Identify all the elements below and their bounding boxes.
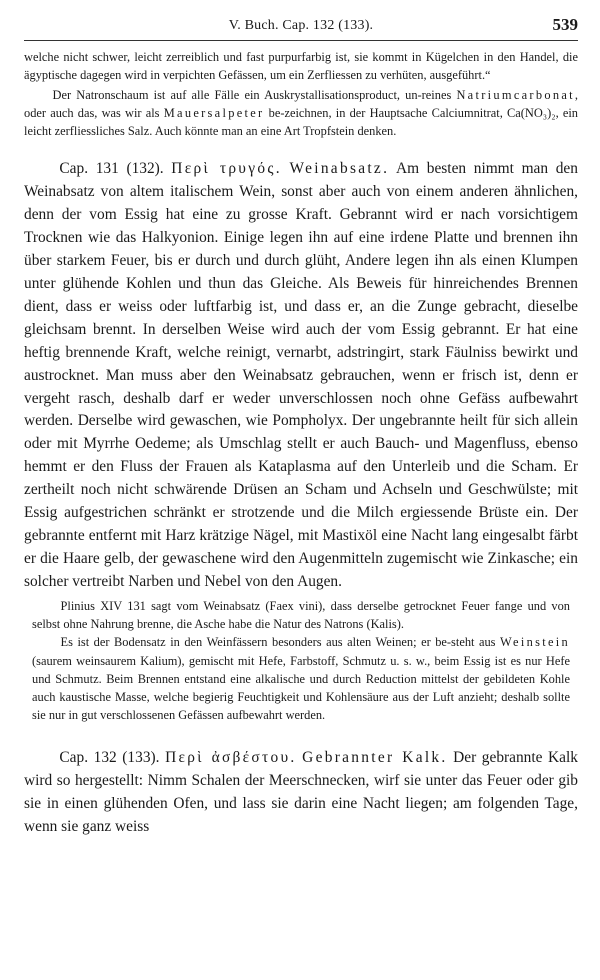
note-text: , oder auch das, was wir als xyxy=(24,87,578,120)
term-natriumcarbonat: Natriumcarbonat xyxy=(456,87,575,102)
greek-title: Περὶ τρυγός. xyxy=(171,160,282,178)
top-notes xyxy=(24,48,578,140)
term-mauersalpeter: Mauersalpeter xyxy=(163,105,265,120)
note-text: be-zeichnen, in der Hauptsache Calciumnitrat, Ca(NO₃)₂, ein leicht zerfliessliches Salz. Auch könnte man an eine Art Tropfstein denken. xyxy=(24,105,578,139)
running-header xyxy=(24,0,578,41)
section-cap-131 xyxy=(24,158,578,724)
note-text: Der Natronschaum ist auf alle Fälle ein Auskrystallisationsproduct, un-reines xyxy=(52,87,457,102)
body-text: Der gebrannte Kalk wird so hergestellt: Nimm Schalen der Meerschnecken, wirf sie unter das Feuer oder gib sie in einen glühenden Ofen, und lass sie darin eine Nacht liegen; am folgenden Tage, wenn sie ganz weiss xyxy=(24,748,578,835)
cap-label: Cap. 132 (133). xyxy=(59,748,160,766)
note-plinius: Plinius XIV 131 sagt vom Weinabsatz (Faex vini), dass derselbe getrocknet Feuer fange und von selbst ohne Nahrung brenne, die Asche habe die Natur des Natrons (Kalis). xyxy=(32,598,570,631)
page-number: 539 xyxy=(552,15,578,34)
german-title: Gebrannter Kalk. xyxy=(302,748,448,766)
german-title: Weinabsatz. xyxy=(289,160,390,178)
commentary-notes xyxy=(24,597,578,725)
section-paragraph xyxy=(24,747,578,839)
section-paragraph xyxy=(24,158,578,593)
note-bodensatz xyxy=(32,633,570,724)
body-text: Am besten nimmt man den Weinabsatz von altem italischem Wein, sonst aber auch von einem anderen ähnlichen, denn der vom Essig hat eine zu grosse Kraft. Gebrannt wird er nach vorsichtigem Trocknen wie das Halkyonion. Einige legen ihn auf eine irdene Platte und brennen ihn über starkem Feuer, bis er durch und durch glüht, Andere legen ihn als einen Klumpen unter glühende Kohlen und thun das Gleiche. Als Beweis für hinreichendes Brennen dient, dass er weiss oder luftfarbig ist, und dass er, an die Zunge gebracht, dieselbe gleichsam brennt. In derselben Weise wird auch der vom Essig gebrannt. Er hat eine heftig brennende Kraft, welche reinigt, vernarbt, adstringirt, stark Fäulniss bewirkt und austrocknet. Man muss aber den Weinabsatz gebrauchen, wenn er frisch ist, denn er vergeht rasch, deshalb darf er weder unverschlossen noch ohne Gefäss aufbewahrt werden. Derselbe wird gewaschen, wie Pompholyx. Der ungebrannte heilt für sich allein oder mit Myrrhe Oedeme; als Umschlag stellt er auch Bauch- und Magenfluss, ebenso hemmt er den Fluss der Frauen als Kataplasma auf den Unterleib und die Scham. Er zertheilt noch nicht schwärende Drüsen an Scham und Achseln und Geschwülste; mit Essig aufgestrichen schränkt er strotzende und die Milch ergiessende Brüste ein. Der gebrannte entfernt mit Harz krätzige Nägel, mit Mastixöl eine Nacht lang eingesalbt färbt er die Haare gelb, der gewaschene wird den Augenmitteln zugemischt wie Zinkasche; ein solcher vertreibt Narben und Nebel von den Augen. xyxy=(24,160,578,590)
term-weinstein: Weinstein xyxy=(500,635,570,650)
running-title: V. Buch. Cap. 132 (133). xyxy=(228,18,374,33)
note-text: (saurem weinsaurem Kalium), gemischt mit Hefe, Farbstoff, Schmutz u. s. w., beim Essig ist es nur Hefe und Schmutz. Beim Brennen entstand eine alkalische und durch Reduction mittelst der gebildeten Kohle auch kaustische Masse, welche begierig Feuchtigkeit und Kohlensäure aus der Luft anzieht; deshalb sollte sie nur in gut verschlossenen Gefässen aufbewahrt werden. xyxy=(32,653,570,723)
note-natronschaum xyxy=(24,86,578,141)
section-cap-132 xyxy=(24,747,578,839)
note-text: Es ist der Bodensatz in den Weinfässern besonders aus alten Weinen; er be-steht aus xyxy=(60,635,501,650)
greek-title: Περὶ ἀσβέστου. xyxy=(165,748,297,766)
cap-label: Cap. 131 (132). xyxy=(59,160,164,178)
note-continuation: welche nicht schwer, leicht zerreiblich und fast purpurfarbig ist, sie kommt in Kügelchen in den Handel, die ägyptische dagegen wird in verpichten Gefässen, um ein Zerfliessen zu verhüten, ausgeführt.“ xyxy=(24,50,578,83)
